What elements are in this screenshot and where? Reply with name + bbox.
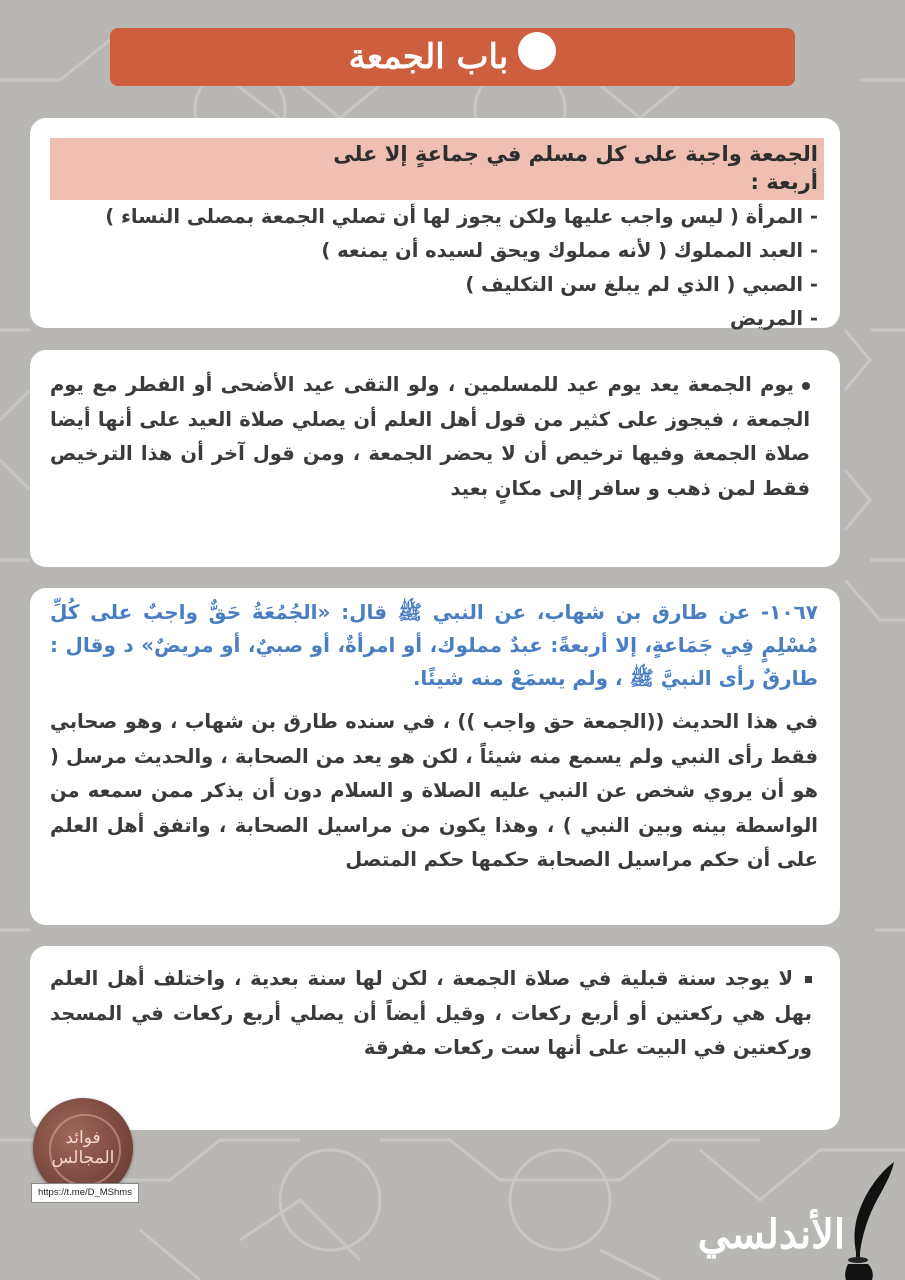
quill-inkwell-icon [838, 1160, 898, 1280]
paragraph [50, 368, 810, 506]
seal-text: فوائد المجالس [51, 1128, 115, 1168]
hadith-commentary: في هذا الحديث ((الجمعة حق واجب )) ، في سنده طارق بن شهاب ، وهو صحابي فقط رأى النبي ولم يسمع منه شيئاً ، لكن هو يعد من الصحابة ، والحديث مرسل ( هو أن يروي شخص عن النبي عليه الصلاة و السلام دون أن يذكر ممن سمعه من الواسطة بينه وبين النبي ) ، وهذا يكون من مراسيل الصحابة ، واتفق أهل العلم على أن حكم مراسيل الصحابة حكمها حكم المتصل [50, 710, 818, 871]
list-item: - المريض [729, 307, 818, 330]
paragraph [50, 962, 812, 1066]
list-item: - الصبي ( الذي لم يبلغ سن التكليف ) [465, 273, 818, 296]
brand-signature: الأندلسي [697, 1211, 845, 1258]
hadith-text: ١٠٦٧- عن طارق بن شهاب، عن النبي ﷺ قال: «الجُمُعَةُ حَقٌّ واجبٌ على كُلِّ مُسْلِمٍ فِي جَمَاعةٍ، إلا أربعةً: عبدٌ مملوك، أو امرأةٌ، أو صبيٌ، أو مريضٌ» د وقال : طارقٌ رأى النبيَّ ﷺ ، ولم يسمَعْ منه شيئًا. [50, 600, 818, 690]
paragraph-text: لا يوجد سنة قبلية في صلاة الجمعة ، لكن لها سنة بعدية ، واختلف أهل العلم بهل هي ركعتين أو أربع ركعات ، وقيل أيضاً أن يصلي أربع ركعات في المسجد وركعتين في البيت على أنها ست ركعات مفرقة [50, 967, 812, 1059]
bullet-dot-icon [802, 382, 810, 390]
channel-link[interactable]: https://t.me/D_MShms [31, 1183, 139, 1203]
title-dot-icon [518, 32, 556, 70]
list-item: - المرأة ( ليس واجب عليها ولكن يجوز لها أن تصلي الجمعة بمصلى النساء ) [105, 205, 818, 228]
section-card-eid [30, 350, 840, 567]
list-item: - العبد المملوك ( لأنه مملوك ويحق لسيده أن يمنعه ) [321, 239, 818, 262]
section-card-sunnah [30, 946, 840, 1130]
paragraph-text: يوم الجمعة يعد يوم عيد للمسلمين ، ولو التقى عيد الأضحى أو الفطر مع يوم الجمعة ، فيجوز على كثير من قول أهل العلم أن يصلي صلاة العيد على أنها أيضا صلاة الجمعة وفيها ترخيص أن لا يحضر الجمعة ، ومن قول آخر أن هذا الترخيص فقط لمن ذهب و سافر إلى مكانٍ بعيد [50, 373, 810, 500]
section-card-obligation [30, 118, 840, 328]
page-title-bar [110, 28, 795, 86]
bullet-square-icon [805, 976, 812, 983]
section-heading: الجمعة واجبة على كل مسلم في جماعةٍ إلا على أربعة : [50, 138, 824, 200]
section-card-hadith [30, 588, 840, 925]
page-title: باب الجمعة [348, 37, 509, 77]
